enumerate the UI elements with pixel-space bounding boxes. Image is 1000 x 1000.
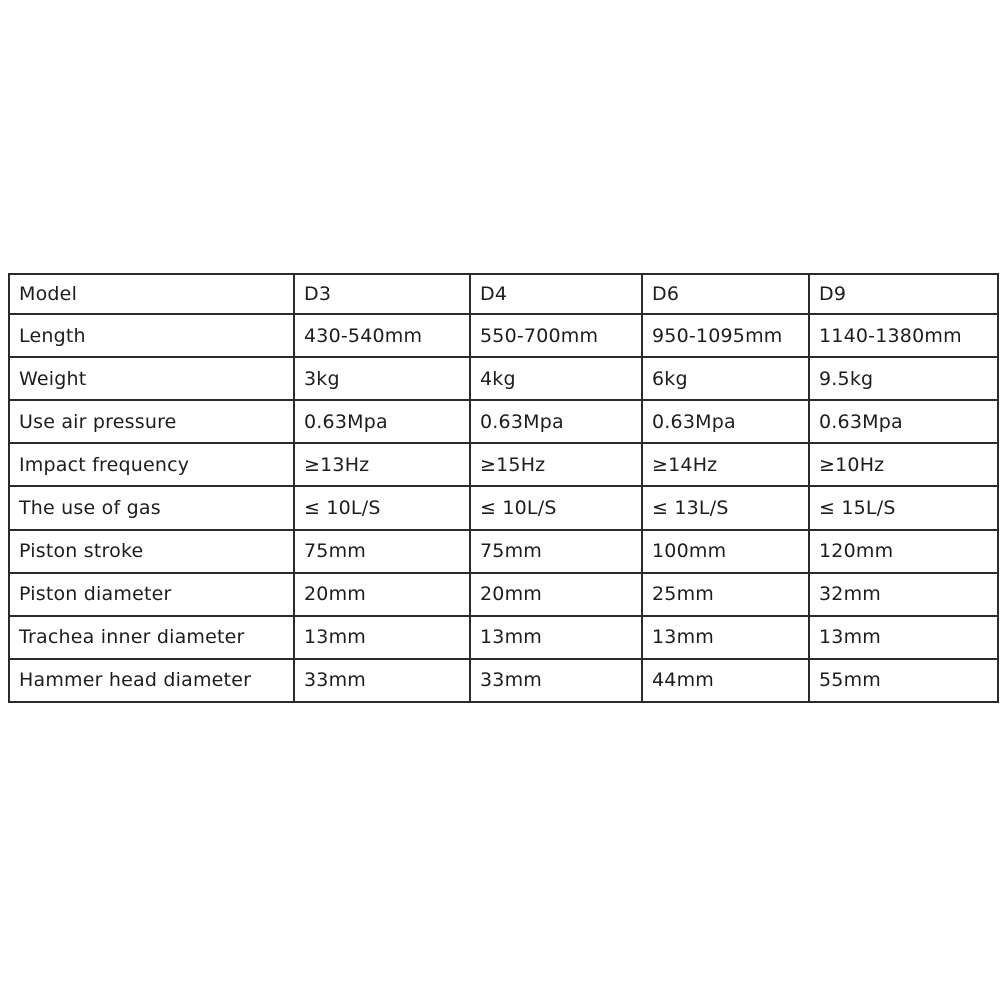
table-row xyxy=(9,443,998,486)
row-value: ≤ 10L/S xyxy=(294,486,470,529)
product-spec-table xyxy=(8,273,999,703)
row-label: Impact frequency xyxy=(9,443,294,486)
row-value: 0.63Mpa xyxy=(294,400,470,443)
row-value: ≤ 10L/S xyxy=(470,486,642,529)
table-row xyxy=(9,659,998,702)
row-value: 3kg xyxy=(294,357,470,400)
spec-table-body xyxy=(9,314,998,702)
row-value: 20mm xyxy=(470,573,642,616)
row-value: 33mm xyxy=(294,659,470,702)
row-value: 6kg xyxy=(642,357,809,400)
row-value: 33mm xyxy=(470,659,642,702)
row-value: 13mm xyxy=(294,616,470,659)
table-row xyxy=(9,486,998,529)
row-label: Weight xyxy=(9,357,294,400)
table-row xyxy=(9,573,998,616)
row-value: 55mm xyxy=(809,659,998,702)
row-value: 950-1095mm xyxy=(642,314,809,357)
table-row xyxy=(9,530,998,573)
row-value: 430-540mm xyxy=(294,314,470,357)
spec-table-header-row xyxy=(9,274,998,314)
row-value: ≥15Hz xyxy=(470,443,642,486)
row-value: 13mm xyxy=(642,616,809,659)
row-label: Use air pressure xyxy=(9,400,294,443)
row-value: ≥13Hz xyxy=(294,443,470,486)
table-row xyxy=(9,400,998,443)
header-cell-model: Model xyxy=(9,274,294,314)
row-value: ≥14Hz xyxy=(642,443,809,486)
row-label: Piston diameter xyxy=(9,573,294,616)
row-value: 75mm xyxy=(470,530,642,573)
row-label: Length xyxy=(9,314,294,357)
row-value: ≤ 13L/S xyxy=(642,486,809,529)
row-value: 1140-1380mm xyxy=(809,314,998,357)
row-label: Hammer head diameter xyxy=(9,659,294,702)
row-value: 13mm xyxy=(470,616,642,659)
row-value: 550-700mm xyxy=(470,314,642,357)
table-row xyxy=(9,314,998,357)
header-cell-d3: D3 xyxy=(294,274,470,314)
row-value: 44mm xyxy=(642,659,809,702)
row-value: 120mm xyxy=(809,530,998,573)
row-value: 20mm xyxy=(294,573,470,616)
row-value: 4kg xyxy=(470,357,642,400)
row-label: Piston stroke xyxy=(9,530,294,573)
row-value: 75mm xyxy=(294,530,470,573)
row-value: 32mm xyxy=(809,573,998,616)
header-cell-d6: D6 xyxy=(642,274,809,314)
row-value: 0.63Mpa xyxy=(642,400,809,443)
row-value: 0.63Mpa xyxy=(470,400,642,443)
row-label: The use of gas xyxy=(9,486,294,529)
row-label: Trachea inner diameter xyxy=(9,616,294,659)
header-cell-d9: D9 xyxy=(809,274,998,314)
row-value: ≥10Hz xyxy=(809,443,998,486)
row-value: 9.5kg xyxy=(809,357,998,400)
table-row xyxy=(9,616,998,659)
row-value: 100mm xyxy=(642,530,809,573)
row-value: 25mm xyxy=(642,573,809,616)
row-value: ≤ 15L/S xyxy=(809,486,998,529)
row-value: 0.63Mpa xyxy=(809,400,998,443)
table-row xyxy=(9,357,998,400)
header-cell-d4: D4 xyxy=(470,274,642,314)
row-value: 13mm xyxy=(809,616,998,659)
